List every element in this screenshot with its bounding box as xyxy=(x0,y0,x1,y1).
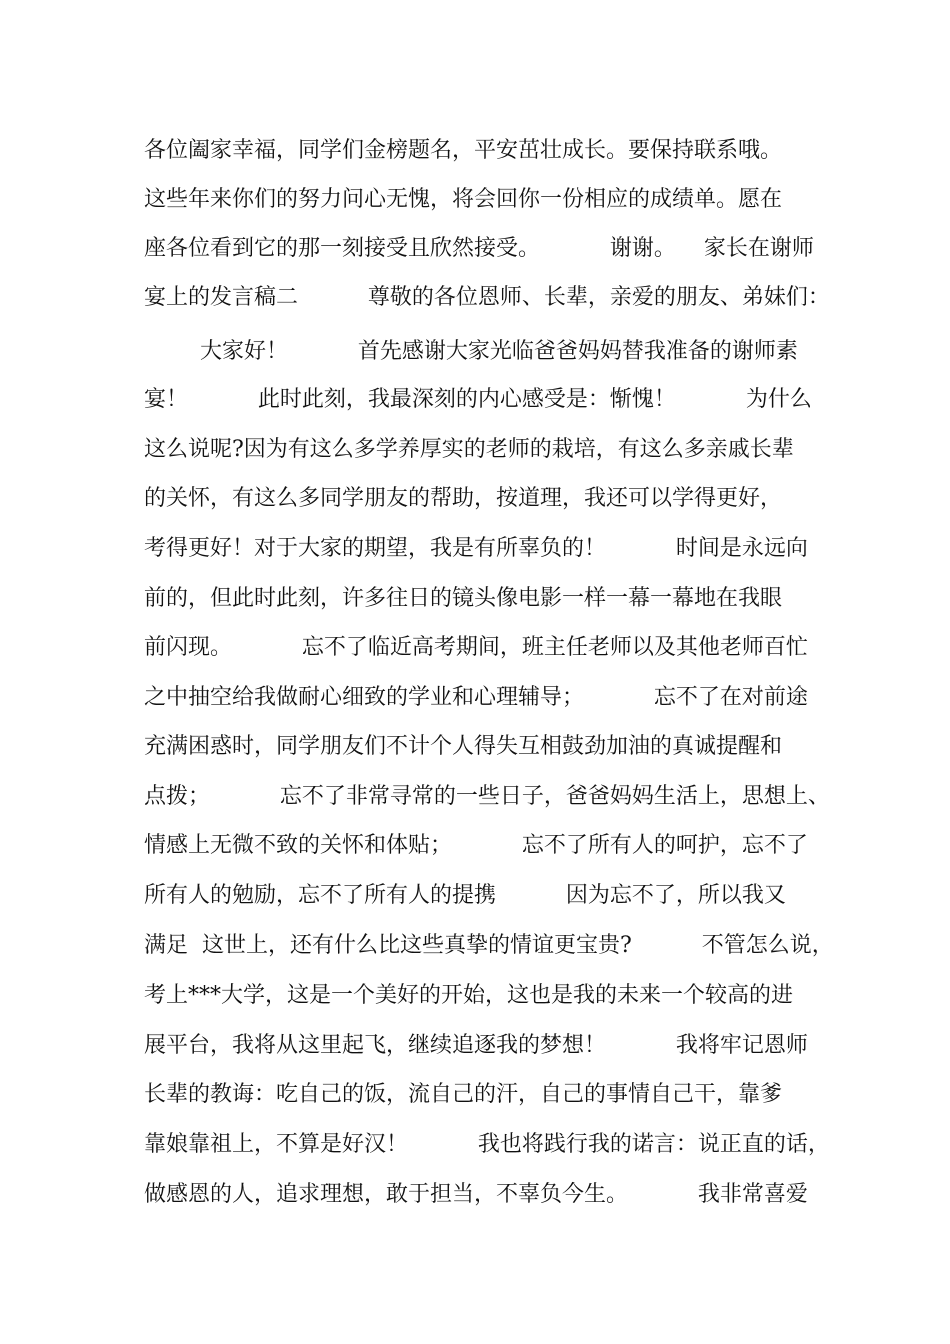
text-line: 前的，但此时此刻，许多往日的镜头像电影一样一幕一幕地在我眼 xyxy=(144,586,783,611)
text-line: 这么说呢?因为有这么多学养厚实的老师的栽培，有这么多亲戚长辈 xyxy=(144,437,794,462)
text-line: 座各位看到它的那一刻接受且欣然接受。 谢谢。 家长在谢师 xyxy=(144,236,814,261)
text-line: 宴！ 此时此刻，我最深刻的内心感受是：惭愧！ 为什么 xyxy=(144,387,812,412)
text-line: 做感恩的人，追求理想，敢于担当，不辜负今生。 我非常喜爱 xyxy=(144,1182,808,1207)
text-line: 靠娘靠祖上，不算是好汉！ 我也将践行我的诺言：说正直的话， xyxy=(144,1132,830,1157)
text-line: 满足 这世上，还有什么比这些真挚的情谊更宝贵? 不管怎么说， xyxy=(144,933,834,958)
text-line: 考上***大学，这是一个美好的开始，这也是我的未来一个较高的进 xyxy=(144,983,794,1008)
text-line: 长辈的教诲：吃自己的饭，流自己的汗，自己的事情自己干，靠爹 xyxy=(144,1082,783,1107)
text-line: 充满困惑时，同学朋友们不计个人得失互相鼓劲加油的真诚提醒和 xyxy=(144,734,783,759)
text-line: 之中抽空给我做耐心细致的学业和心理辅导； 忘不了在对前途 xyxy=(144,685,808,710)
text-line: 所有人的勉励，忘不了所有人的提携 因为忘不了，所以我又 xyxy=(144,883,786,908)
text-line: 点拨； 忘不了非常寻常的一些日子，爸爸妈妈生活上，思想上、 xyxy=(144,784,830,809)
text-line: 展平台，我将从这里起飞，继续追逐我的梦想！ 我将牢记恩师 xyxy=(144,1033,808,1058)
text-line: 大家好！ 首先感谢大家光临爸爸妈妈替我准备的谢师素 xyxy=(144,339,798,364)
text-line: 考得更好！对于大家的期望，我是有所辜负的！ 时间是永远向 xyxy=(144,536,808,561)
text-line: 宴上的发言稿二 尊敬的各位恩师、长辈，亲爱的朋友、弟妹们： xyxy=(144,285,830,310)
text-line: 这些年来你们的努力问心无愧，将会回你一份相应的成绩单。愿在 xyxy=(144,187,783,212)
text-line: 前闪现。 忘不了临近高考期间，班主任老师以及其他老师百忙 xyxy=(144,635,808,660)
text-line: 的关怀，有这么多同学朋友的帮助，按道理，我还可以学得更好， xyxy=(144,486,783,511)
text-line: 情感上无微不致的关怀和体贴； 忘不了所有人的呵护，忘不了 xyxy=(144,833,808,858)
text-line: 各位阖家幸福，同学们金榜题名，平安茁壮成长。要保持联系哦。 xyxy=(144,138,783,163)
